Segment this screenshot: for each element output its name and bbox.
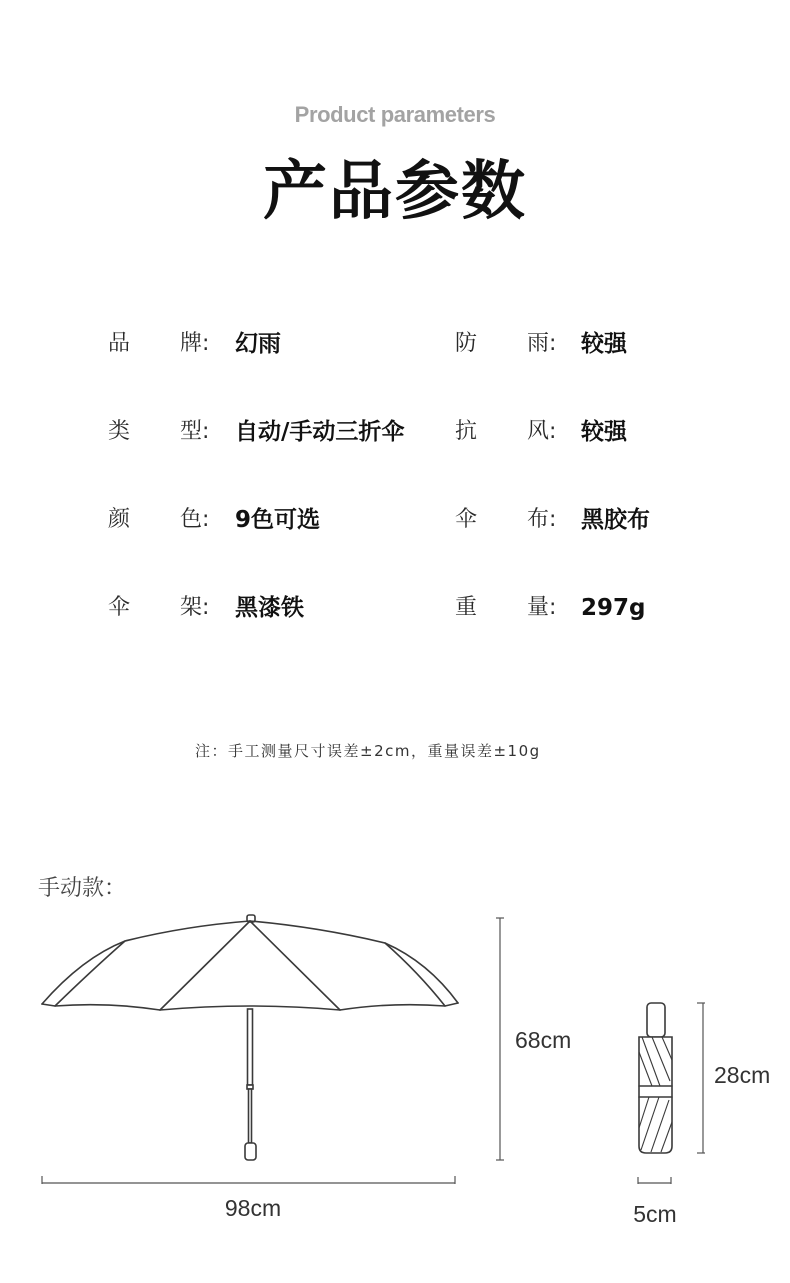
param-label-frame-b: 架: — [180, 595, 210, 620]
param-label-windproof-b: 风: — [527, 419, 557, 444]
param-label-frame-a: 伞 — [108, 595, 131, 620]
param-value-windproof: 较强 — [581, 419, 627, 445]
param-label-color-a: 颜 — [108, 507, 131, 532]
canopy-seam-front-left — [160, 921, 250, 1010]
parameter-row — [0, 592, 790, 624]
umbrella-handle — [245, 1143, 256, 1160]
page-subtitle: Product parameters — [294, 102, 496, 127]
param-label-fabric-a: 伞 — [455, 507, 478, 532]
param-label-weight-b: 量: — [527, 595, 557, 620]
manual-model-label: 手动款： — [38, 876, 127, 901]
param-label-type-a: 类 — [108, 419, 131, 444]
closed-umbrella-handle — [647, 1003, 665, 1037]
closed-height-dimension-line — [697, 1003, 705, 1153]
umbrella-shaft-lower — [249, 1089, 252, 1143]
parameter-row — [0, 416, 790, 448]
fold-line — [651, 1100, 669, 1152]
closed-umbrella-folds-lower — [639, 1097, 672, 1152]
closed-umbrella-body — [639, 1037, 672, 1153]
open-umbrella-illustration — [42, 915, 458, 1160]
fold-line — [642, 1037, 660, 1086]
closed-umbrella-illustration — [639, 1003, 672, 1153]
param-label-fabric-b: 布: — [527, 507, 557, 532]
param-value-brand: 幻雨 — [235, 331, 281, 357]
closed-height-label: 28cm — [714, 1062, 771, 1088]
param-label-type-b: 型: — [180, 419, 210, 444]
param-label-brand-a: 品 — [108, 331, 131, 356]
param-value-color: 9色可选 — [235, 507, 321, 533]
param-label-color-b: 色: — [180, 507, 210, 532]
open-width-label: 98cm — [224, 1195, 282, 1221]
param-value-rainproof: 较强 — [581, 331, 627, 357]
umbrella-shaft-joint — [247, 1085, 253, 1089]
parameter-row — [0, 504, 790, 536]
param-value-frame: 黑漆铁 — [235, 595, 304, 621]
param-label-rainproof-a: 防 — [455, 331, 478, 356]
canopy-seam-front-right — [250, 921, 340, 1010]
param-value-weight: 297g — [581, 595, 646, 621]
param-label-windproof-a: 抗 — [455, 419, 478, 444]
closed-umbrella-folds-upper — [639, 1037, 672, 1086]
umbrella-shaft-upper — [248, 1009, 253, 1085]
open-width-dimension-line — [42, 1176, 455, 1184]
canopy-outline-right — [250, 921, 458, 1003]
param-value-fabric: 黑胶布 — [581, 507, 650, 533]
fold-line — [652, 1037, 670, 1081]
fold-line — [639, 1052, 652, 1086]
canopy-hem — [42, 1003, 458, 1010]
measurement-note: 注：手工测量尺寸误差±2cm，重量误差±10g — [195, 742, 541, 760]
open-height-dimension-line — [496, 918, 504, 1160]
closed-width-dimension-line — [638, 1177, 671, 1184]
param-value-type: 自动/手动三折伞 — [235, 419, 405, 445]
page-title: 产品参数 — [263, 155, 527, 229]
canopy-seam-right-outer — [385, 943, 445, 1006]
param-label-brand-b: 牌: — [180, 331, 210, 356]
fold-line — [662, 1037, 672, 1060]
canopy-seam-left-outer — [55, 941, 125, 1006]
fold-line — [661, 1122, 672, 1152]
param-label-weight-a: 重 — [455, 595, 478, 620]
closed-width-label: 5cm — [633, 1201, 677, 1227]
fold-line — [641, 1097, 659, 1150]
parameter-row — [0, 328, 790, 360]
canopy-outline-left — [42, 921, 250, 1004]
open-height-label: 68cm — [515, 1027, 572, 1053]
fold-line — [639, 1097, 649, 1128]
canopy-top-tip — [247, 915, 255, 922]
param-label-rainproof-b: 雨: — [527, 331, 557, 356]
